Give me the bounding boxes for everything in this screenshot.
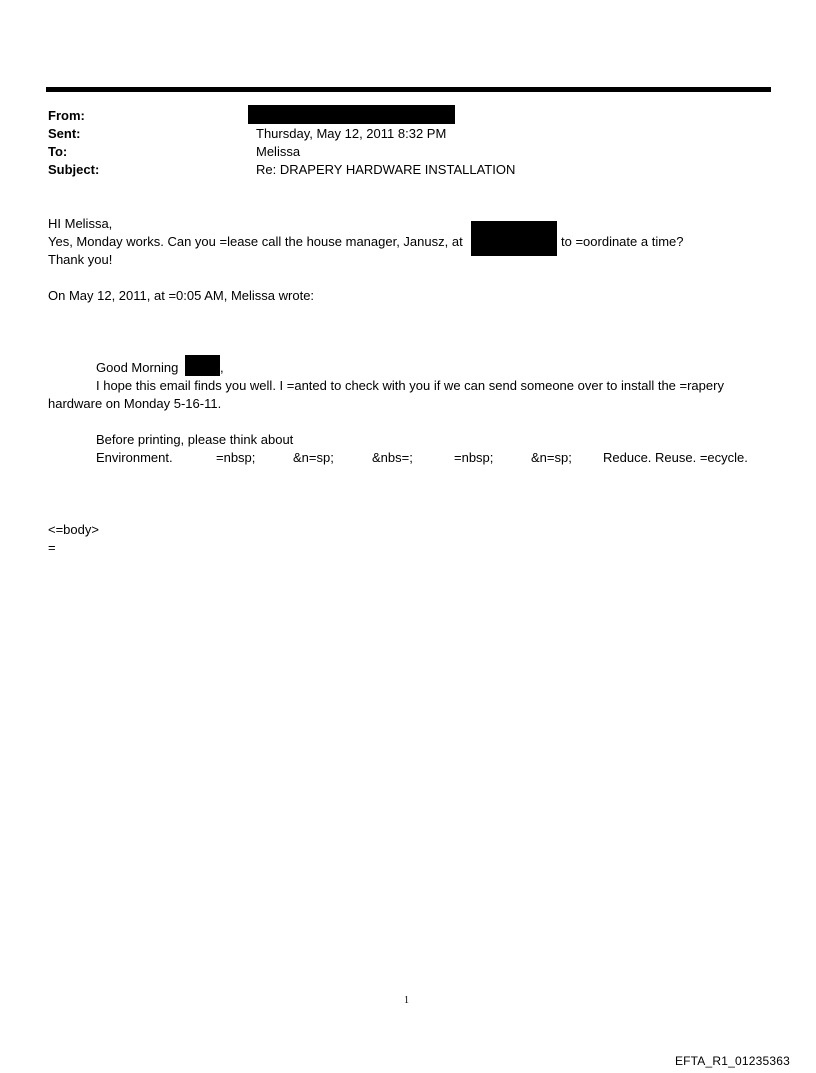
trailing-body-tag: <=body>: [48, 522, 99, 537]
quoted-line-2: hardware on Monday 5-16-11.: [48, 396, 222, 411]
redacted-from-block: [248, 105, 455, 124]
to-value: Melissa: [256, 144, 301, 159]
bates-number: EFTA_R1_01235363: [674, 1054, 790, 1068]
nbsp-artifact-1: =nbsp;: [216, 450, 256, 465]
nbsp-artifact-3: &nbs=;: [372, 450, 413, 465]
redacted-phone-block: [471, 221, 557, 256]
subject-label: Subject:: [48, 162, 100, 177]
redacted-name-block: [185, 355, 220, 376]
quoted-line-1: I hope this email finds you well. I =anted to check with you if we can send someone over to install the =rapery: [96, 378, 724, 393]
to-label: To:: [48, 144, 68, 159]
reduce-reuse-recycle-text: Reduce. Reuse. =ecycle.: [603, 450, 748, 465]
nbsp-artifact-5: &n=sp;: [531, 450, 572, 465]
from-label: From:: [48, 108, 85, 123]
quoted-greeting-comma: ,: [220, 360, 224, 375]
page-number: 1: [404, 995, 409, 1006]
quoted-greeting: Good Morning: [96, 360, 179, 375]
sent-value: Thursday, May 12, 2011 8:32 PM: [256, 126, 447, 141]
subject-value: Re: DRAPERY HARDWARE INSTALLATION: [256, 162, 516, 177]
sent-label: Sent:: [48, 126, 81, 141]
body-line-1a: Yes, Monday works. Can you =lease call the house manager, Janusz, at: [48, 234, 463, 249]
environment-text: Environment.: [96, 450, 173, 465]
quote-intro-line: On May 12, 2011, at =0:05 AM, Melissa wrote:: [48, 288, 315, 303]
body-line-1b: to =oordinate a time?: [561, 234, 684, 249]
nbsp-artifact-2: &n=sp;: [293, 450, 334, 465]
trailing-equals: =: [48, 540, 56, 555]
quoted-footer-line-1: Before printing, please think about: [96, 432, 294, 447]
header-divider: [46, 87, 771, 92]
thanks-line: Thank you!: [48, 252, 113, 267]
nbsp-artifact-4: =nbsp;: [454, 450, 494, 465]
greeting-line: HI Melissa,: [48, 216, 113, 231]
